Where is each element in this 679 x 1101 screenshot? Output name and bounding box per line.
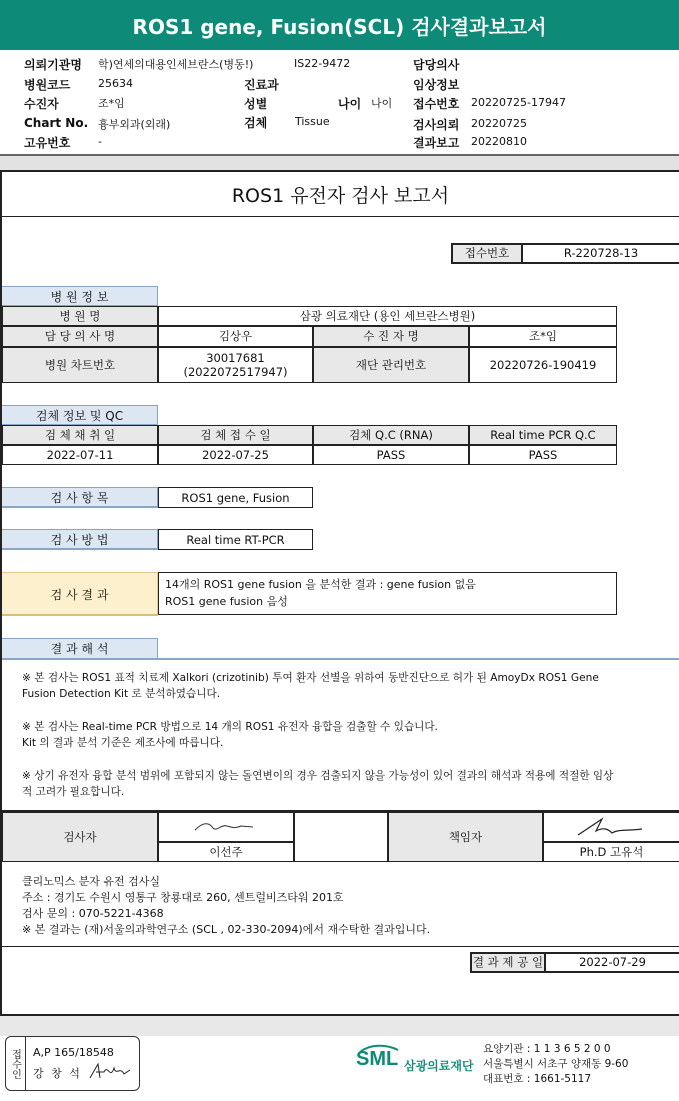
chart-label: Chart No. xyxy=(24,116,89,130)
interp-p3-line1: ※ 상기 유전자 융합 분석 범위에 포함되지 않는 돌연변이의 경우 검출되지 않을 가능성이 있어 결과의 해석과 적용에 적절한 임상 xyxy=(22,770,614,782)
provided-date-label: 결 과 제 공 일 xyxy=(470,952,545,973)
inst-code: IS22-9472 xyxy=(294,57,351,70)
hospital-name-value: 삼광 의료재단 (용인 세브란스병원) xyxy=(158,306,617,326)
foundation-name: 삼광의료재단 xyxy=(404,1059,474,1073)
receipt-value: 20220725-17947 xyxy=(471,96,566,109)
interp-p3-line2: 적 고려가 필요합니다. xyxy=(22,786,125,798)
stamp-line-2: 강 창 석 xyxy=(33,1067,82,1080)
receipt-number-value: R-220728-13 xyxy=(522,243,679,264)
interp-p1-line2: Fusion Detection Kit 로 분석하였습니다. xyxy=(22,688,221,700)
hospital-code-value: 25634 xyxy=(98,77,133,90)
specimen-value: Tissue xyxy=(295,115,330,128)
receipt-label: 접수번호 xyxy=(413,97,460,111)
sex-label: 성별 xyxy=(244,97,268,111)
age-value: 나이 xyxy=(371,97,393,110)
qc-pcr-value: PASS xyxy=(469,445,617,465)
section-underline xyxy=(2,548,158,550)
collect-date-value: 2022-07-11 xyxy=(2,445,158,465)
unique-value: - xyxy=(98,135,102,148)
qc-pcr-label: Real time PCR Q.C xyxy=(469,425,617,445)
logo-swoosh-icon xyxy=(356,1044,402,1054)
hospital-info-section: 병 원 정 보 xyxy=(2,286,158,306)
report-title: ROS1 유전자 검사 보고서 xyxy=(2,172,679,217)
signature-blank xyxy=(294,812,388,862)
collect-date-label: 검 체 채 취 일 xyxy=(2,425,158,445)
interpretation-section: 결 과 해 석 xyxy=(2,638,158,658)
test-method-value: Real time RT-PCR xyxy=(158,529,313,550)
report-date-value: 20220810 xyxy=(471,135,527,148)
specimen-section: 검체 정보 및 QC xyxy=(2,405,158,425)
specimen-label: 검체 xyxy=(244,116,268,130)
footer-gap xyxy=(0,1016,679,1036)
chart-number-value xyxy=(158,347,313,383)
chart-number-label: 병원 차트번호 xyxy=(2,347,158,383)
header-gap xyxy=(0,156,679,170)
examiner-label: 검사자 xyxy=(2,812,158,862)
lab-address: 주소 : 경기도 수원시 영통구 창룡대로 260, 센트럴비즈타워 201호 xyxy=(22,891,344,904)
provided-date-value: 2022-07-29 xyxy=(545,952,679,973)
inst-row xyxy=(24,56,82,73)
chart-number-line1: 30017681 xyxy=(206,350,265,365)
lab-name: 클리노믹스 분자 유전 검사실 xyxy=(22,875,161,888)
report-title-bar xyxy=(0,0,679,50)
doctor-name-label: 담 당 의 사 명 xyxy=(2,326,158,347)
chart-value: 흉부외과(외래) xyxy=(98,118,171,131)
examiner-signature xyxy=(158,812,294,842)
responsible-signature xyxy=(543,812,679,842)
footer-line-2: 서울특별시 서초구 양재동 9-60 xyxy=(483,1058,629,1070)
result-label: 검 사 결 과 xyxy=(2,572,158,615)
report-date-label: 결과보고 xyxy=(413,136,460,150)
qc-rna-label: 검체 Q.C (RNA) xyxy=(313,425,469,445)
hospital-name-label: 병 원 명 xyxy=(2,306,158,326)
stamp-signature-icon xyxy=(88,1060,132,1084)
mgmt-number-label: 재단 관리번호 xyxy=(313,347,469,383)
inst-value: 학)연세의대용인세브란스(병동!) xyxy=(98,58,254,71)
request-value: 20220725 xyxy=(471,117,527,130)
stamp-divider xyxy=(25,1037,26,1090)
chart-number-line2: (2022072517947) xyxy=(183,365,288,379)
age-label: 나이 xyxy=(338,97,362,111)
lab-phone: 검사 문의 : 070-5221-4368 xyxy=(22,907,164,920)
section-underline xyxy=(2,658,679,660)
footer-line-1: 요양기관 : 1 1 3 6 5 2 0 0 xyxy=(483,1043,611,1055)
doctor-name-value: 김상우 xyxy=(158,326,313,347)
patient-value: 조*임 xyxy=(98,97,125,110)
test-item-label: 검 사 항 목 xyxy=(2,487,158,507)
clinical-label: 임상정보 xyxy=(413,78,460,92)
responsible-name: Ph.D 고유석 xyxy=(543,842,679,862)
section-underline xyxy=(2,614,158,616)
lab-bottom-rule xyxy=(2,946,679,947)
receive-date-value: 2022-07-25 xyxy=(158,445,313,465)
qc-rna-value: PASS xyxy=(313,445,469,465)
signature-icon xyxy=(191,818,261,836)
patient-label: 수진자 xyxy=(24,97,59,111)
receive-date-label: 검 체 접 수 일 xyxy=(158,425,313,445)
request-label: 검사의뢰 xyxy=(413,118,460,132)
section-underline xyxy=(2,506,158,508)
unique-label: 고유번호 xyxy=(24,136,71,150)
receipt-number-label: 접수번호 xyxy=(451,243,522,264)
sml-logo: SML xyxy=(356,1048,399,1070)
interp-p1-line1: ※ 본 검사는 ROS1 표적 치료제 Xalkori (crizotinib) 투여 환자 선별을 위하여 동반진단으로 허가 된 AmoyDx ROS1 Gene xyxy=(22,672,599,684)
lab-note: ※ 본 결과는 (재)서울의과학연구소 (SCL , 02-330-2094)에서 재수탁한 결과입니다. xyxy=(22,923,431,936)
test-item-value: ROS1 gene, Fusion xyxy=(158,487,313,508)
responsible-label: 책임자 xyxy=(388,812,543,862)
examiner-name: 이선주 xyxy=(158,842,294,862)
signature-icon xyxy=(572,815,652,839)
mgmt-number-value: 20220726-190419 xyxy=(469,347,617,383)
patient-name-value: 조*임 xyxy=(469,326,617,347)
result-line-2: ROS1 gene fusion 음성 xyxy=(165,595,288,608)
footer-line-3: 대표번호 : 1661-5117 xyxy=(483,1073,592,1085)
test-method-label: 검 사 방 법 xyxy=(2,529,158,549)
patient-name-label: 수 진 자 명 xyxy=(313,326,469,347)
doctor-label: 담당의사 xyxy=(413,58,460,72)
dept-label: 진료과 xyxy=(244,78,279,92)
interp-p2-line2: Kit 의 결과 분석 기준은 제조사에 따릅니다. xyxy=(22,737,224,749)
stamp-line-1: A,P 165/18548 xyxy=(33,1046,114,1059)
result-line-1: 14개의 ROS1 gene fusion 을 분석한 결과 : gene fusion 없음 xyxy=(165,578,476,591)
interp-p2-line1: ※ 본 검사는 Real-time PCR 방법으로 14 개의 ROS1 유전자 융합을 검출할 수 있습니다. xyxy=(22,721,439,733)
page-title: ROS1 gene, Fusion(SCL) 검사결과보고서 xyxy=(132,14,547,39)
inst-label: 의뢰기관명 xyxy=(24,58,82,72)
stamp-side-label: 접수인 xyxy=(9,1048,21,1079)
hospital-code-label: 병원코드 xyxy=(24,78,71,92)
